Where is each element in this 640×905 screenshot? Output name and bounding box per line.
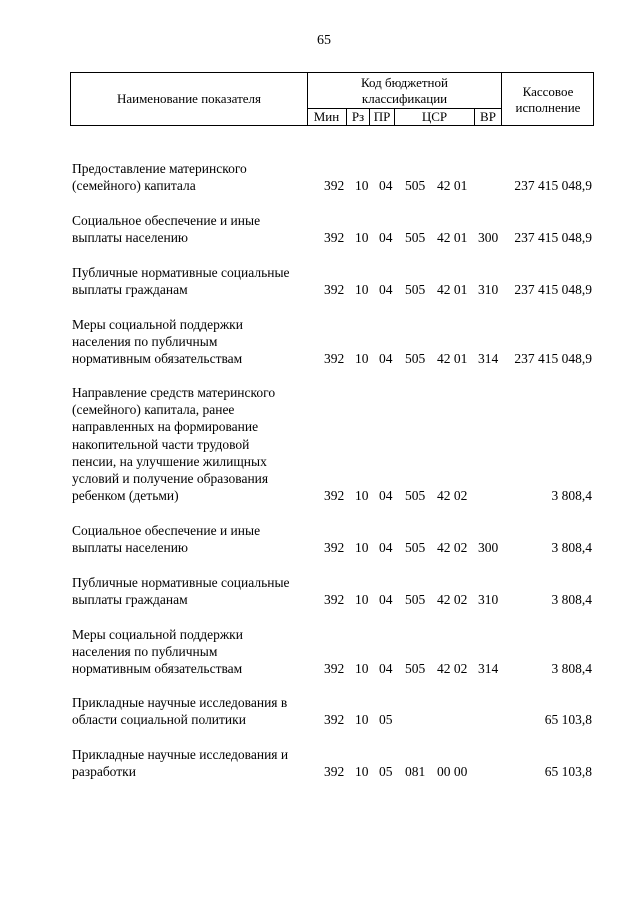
header-col-sum-line2: исполнение [515, 100, 581, 115]
row-codes [72, 229, 592, 247]
code-csr-prefix: 505 [405, 661, 426, 677]
code-csr-suffix: 42 01 [437, 282, 468, 298]
cash-execution: 237 415 048,9 [514, 282, 592, 298]
code-rz: 10 [355, 488, 369, 504]
row-name-line: населения по публичным [72, 644, 218, 660]
row-name-line: ребенком (детьми) [72, 488, 179, 504]
code-csr-suffix: 00 00 [437, 764, 468, 780]
code-min: 392 [324, 230, 345, 246]
row-name-line: Меры социальной поддержки [72, 627, 243, 642]
header-col-rz: Рз [351, 109, 365, 124]
header-col-pr: ПР [373, 109, 391, 124]
row-name-line: Публичные нормативные социальные [72, 575, 290, 590]
row-name-line: нормативным обязательствам [72, 661, 243, 677]
row-codes [72, 539, 592, 557]
code-rz: 10 [355, 178, 369, 194]
code-min: 392 [324, 351, 345, 367]
table-header [70, 72, 594, 126]
code-csr-prefix: 505 [405, 230, 426, 246]
code-rz: 10 [355, 592, 369, 608]
table-row [72, 746, 592, 780]
row-codes [72, 281, 592, 299]
header-code-group-line2: классификации [361, 91, 448, 106]
code-pr: 04 [379, 592, 393, 608]
code-rz: 10 [355, 764, 369, 780]
row-name-line: выплаты гражданам [72, 282, 188, 298]
code-min: 392 [324, 712, 345, 728]
row-name-line: выплаты населению [72, 230, 189, 246]
code-rz: 10 [355, 712, 369, 728]
code-pr: 05 [379, 764, 393, 780]
header-code-group-line1: Код бюджетной [361, 75, 448, 90]
cash-execution: 3 808,4 [551, 540, 592, 556]
cash-execution: 237 415 048,9 [514, 230, 592, 246]
row-name-line: Социальное обеспечение и иные [72, 213, 261, 228]
code-pr: 04 [379, 282, 393, 298]
header-divider [501, 73, 502, 125]
row-name-line: нормативным обязательствам [72, 351, 243, 367]
row-codes [72, 763, 592, 781]
code-vr: 314 [478, 661, 499, 677]
row-name-line: Прикладные научные исследования и [72, 747, 289, 762]
code-vr: 310 [478, 592, 499, 608]
row-codes [72, 711, 592, 729]
code-min: 392 [324, 282, 345, 298]
row-name-line: направленных на формирование [72, 419, 259, 435]
row-name-line: выплаты населению [72, 540, 189, 556]
table-row [72, 694, 592, 728]
header-name-col: Наименование показателя [116, 91, 262, 106]
code-vr: 300 [478, 540, 499, 556]
cash-execution: 3 808,4 [551, 661, 592, 677]
page-number: 65 [317, 33, 331, 48]
code-csr-suffix: 42 02 [437, 661, 468, 677]
cash-execution: 65 103,8 [544, 712, 592, 728]
row-codes [72, 177, 592, 195]
code-min: 392 [324, 488, 345, 504]
code-csr-suffix: 42 01 [437, 230, 468, 246]
code-pr: 05 [379, 712, 393, 728]
row-name-line: населения по публичным [72, 334, 218, 350]
row-name-line: Предоставление материнского [72, 161, 247, 176]
cash-execution: 3 808,4 [551, 488, 592, 504]
code-pr: 04 [379, 178, 393, 194]
row-name-line: Меры социальной поддержки [72, 317, 243, 332]
code-rz: 10 [355, 351, 369, 367]
row-codes [72, 350, 592, 368]
code-rz: 10 [355, 540, 369, 556]
code-csr-suffix: 42 02 [437, 488, 468, 504]
cash-execution: 65 103,8 [544, 764, 592, 780]
row-name-line: Прикладные научные исследования в [72, 695, 288, 710]
code-csr-suffix: 42 02 [437, 540, 468, 556]
code-pr: 04 [379, 230, 393, 246]
row-codes [72, 487, 592, 505]
code-csr-prefix: 505 [405, 178, 426, 194]
cash-execution: 237 415 048,9 [514, 351, 592, 367]
table-row [72, 574, 592, 608]
row-name-line: пенсии, на улучшение жилищных [72, 453, 267, 469]
code-csr-prefix: 505 [405, 488, 426, 504]
cash-execution: 3 808,4 [551, 592, 592, 608]
row-codes [72, 591, 592, 609]
code-csr-prefix: 505 [405, 540, 426, 556]
code-pr: 04 [379, 661, 393, 677]
header-col-sum-line1: Кассовое [522, 84, 574, 99]
code-csr-prefix: 081 [405, 764, 426, 780]
code-vr: 314 [478, 351, 499, 367]
table-row [72, 212, 592, 246]
table-row [72, 626, 592, 678]
code-min: 392 [324, 661, 345, 677]
code-rz: 10 [355, 230, 369, 246]
row-name-line: разработки [72, 764, 136, 780]
row-name-line: Социальное обеспечение и иные [72, 523, 261, 538]
code-csr-suffix: 42 01 [437, 351, 468, 367]
table-row [72, 522, 592, 556]
header-col-csr: ЦСР [421, 109, 448, 124]
code-rz: 10 [355, 282, 369, 298]
table-row [72, 384, 592, 504]
code-csr-prefix: 505 [405, 282, 426, 298]
code-pr: 04 [379, 488, 393, 504]
code-min: 392 [324, 764, 345, 780]
code-pr: 04 [379, 351, 393, 367]
cash-execution: 237 415 048,9 [514, 178, 592, 194]
code-csr-suffix: 42 02 [437, 592, 468, 608]
row-name-line: выплаты гражданам [72, 592, 188, 608]
row-name-line: области социальной политики [72, 712, 246, 728]
table-row [72, 160, 592, 194]
row-name-line: (семейного) капитала, ранее [72, 402, 235, 418]
code-csr-suffix: 42 01 [437, 178, 468, 194]
row-codes [72, 660, 592, 678]
code-rz: 10 [355, 661, 369, 677]
code-min: 392 [324, 592, 345, 608]
code-vr: 310 [478, 282, 499, 298]
code-min: 392 [324, 540, 345, 556]
code-min: 392 [324, 178, 345, 194]
header-col-vr: ВР [480, 109, 496, 124]
code-csr-prefix: 505 [405, 592, 426, 608]
table-row [72, 316, 592, 368]
row-name-line: Публичные нормативные социальные [72, 265, 290, 280]
row-name-line: Направление средств материнского [72, 385, 276, 400]
code-pr: 04 [379, 540, 393, 556]
row-name-line: (семейного) капитала [72, 178, 196, 194]
table-row [72, 264, 592, 298]
header-col-min: Мин [313, 109, 340, 124]
code-csr-prefix: 505 [405, 351, 426, 367]
row-name-line: накопительной части трудовой [72, 436, 250, 452]
row-name-line: условий и получение образования [72, 471, 269, 487]
code-vr: 300 [478, 230, 499, 246]
